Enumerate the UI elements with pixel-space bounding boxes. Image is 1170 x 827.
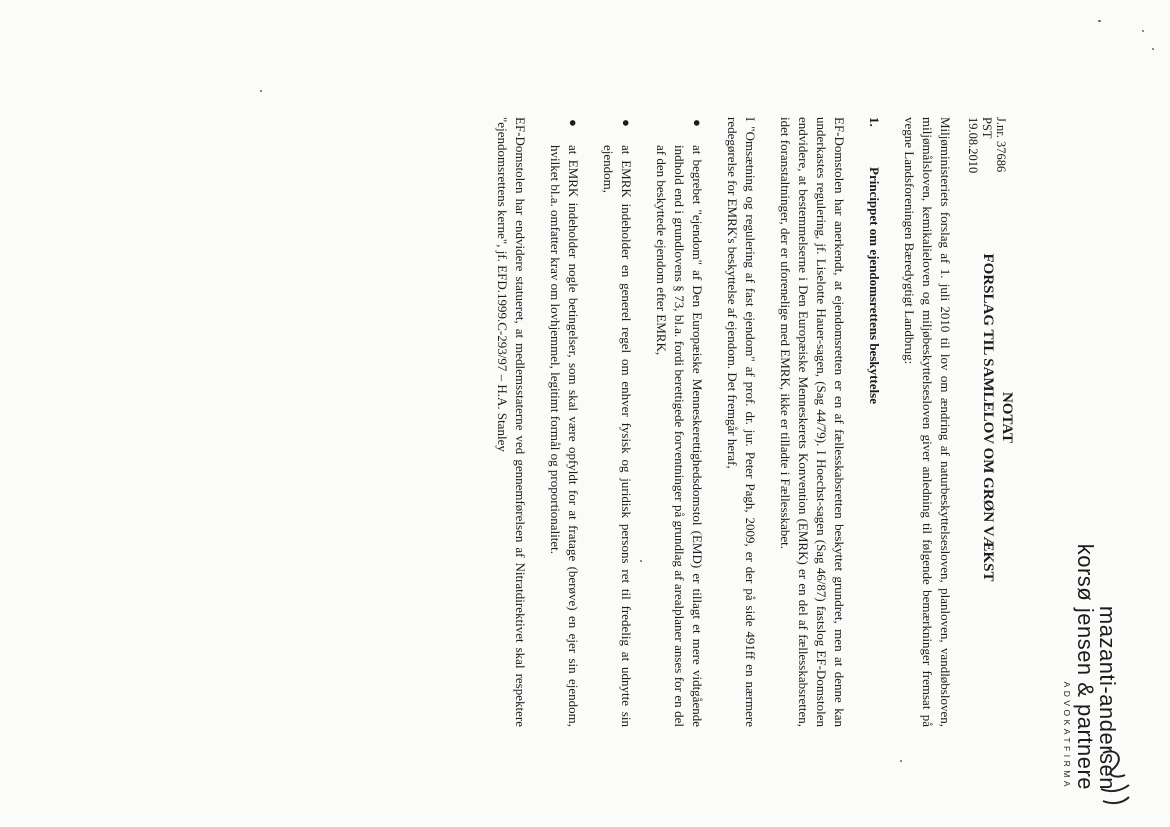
section-heading [865, 117, 883, 727]
author-initials: PST [980, 117, 994, 139]
list-item-text: at EMRK indeholder nogle betingelser, som skal være opfyldt for at fratage (berøve) en ejer sin ejendom, hvilket bl.a. omfatter krav om lovhjemmel, legitimt formål og proportionalitet. [548, 145, 581, 727]
bullet-list [546, 117, 706, 727]
list-item [599, 117, 635, 727]
document-body [476, 117, 954, 727]
reference-block [966, 117, 1008, 173]
bullet-icon: ● [690, 119, 705, 127]
document-subtitle: FORSLAG TIL SAMLELOV OM GRØN VÆKST [980, 253, 996, 582]
list-item [546, 117, 582, 727]
document-title: NOTAT [999, 391, 1015, 444]
handwritten-mark-icon [1095, 745, 1135, 815]
bullet-icon: ● [619, 119, 634, 127]
list-item-text: at begrebet "ejendom" af Den Europæiske Menneskerettighedsdomstol (EMD) er tillagt et mere vidtgående indhold end i grundlovens § 73, bl.a. fordi berettigede forventninger på grundlag af arealplaner anses for en del af den beskyttede ejendom efter EMRK, [654, 145, 705, 727]
bullet-icon: ● [566, 119, 581, 127]
rotated-document [80, 45, 1120, 790]
scan-speck [1152, 48, 1154, 50]
firm-name-line1: mazanti-andersen [1095, 605, 1120, 790]
paragraph: EF-Domstolen har endvidere statueret, at medlemsstaterne ved gennemførelsen af Nitratdirektivet skal respektere "ejendomsrettens kerne", jf. EFD.1999.C-293/97 – H.A. Stanley [495, 117, 528, 727]
firm-tagline: ADVOKATFIRMA [1062, 681, 1072, 790]
scan-speck [1098, 20, 1101, 22]
list-item-text: at EMRK indeholder en generel regel om enhver fysisk og juridisk persons ret til fredelig at udnytte sin ejendom, [601, 145, 634, 727]
scan-speck [1142, 30, 1144, 32]
paragraph: EF-Domstolen har anerkendt, at ejendomsretten er en af fællesskabsretten beskyttet grundret, men at denne kan underkastes regulering, jf. Liselotte Hauer-sagen, (Sag 44/79). I Hoechst-sagen (Sag 46/87) fastslog EF-Domstolen endvidere, at bestemmelserne i Den Europæiske Menneskerets Konvention (EMRK) er en del af fællesskabsretten, idet foranstaltninger, der er uforenelige med EMRK, ikke er tilladte i Fællesskabet. [778, 117, 847, 727]
scan-speck [640, 560, 642, 562]
section-number: 1. [867, 117, 882, 127]
paragraph: I "Omsætning og regulering af fast ejendom" af prof. dr. jur. Peter Pagh, 2009, er der på side 491ff en nærmere redegørelse for EMRK's beskyttelse af ejendom. Det fremgår heraf, [725, 117, 758, 727]
section-title: Princippet om ejendomsrettens beskyttelse [867, 167, 882, 404]
list-item [652, 117, 706, 727]
scan-speck [260, 90, 262, 92]
scan-speck [900, 760, 902, 762]
intro-paragraph: Miljøministeriets forslag af 1. juli 2010 til lov om ændring af naturbeskyttelsesloven, planloven, vandløbsloven, miljømålsloven, kemikalieloven og miljøbeskyttelsesloven giver anledning til følgende bemærkninger fremsat på vegne Landsforeningen Bæredygtigt Landbrug: [902, 117, 953, 727]
document-date: 19.08.2010 [966, 117, 980, 174]
journal-number: J.nr. 37686 [994, 117, 1008, 173]
firm-name-line2: korsø jensen & partnere [1073, 543, 1098, 790]
